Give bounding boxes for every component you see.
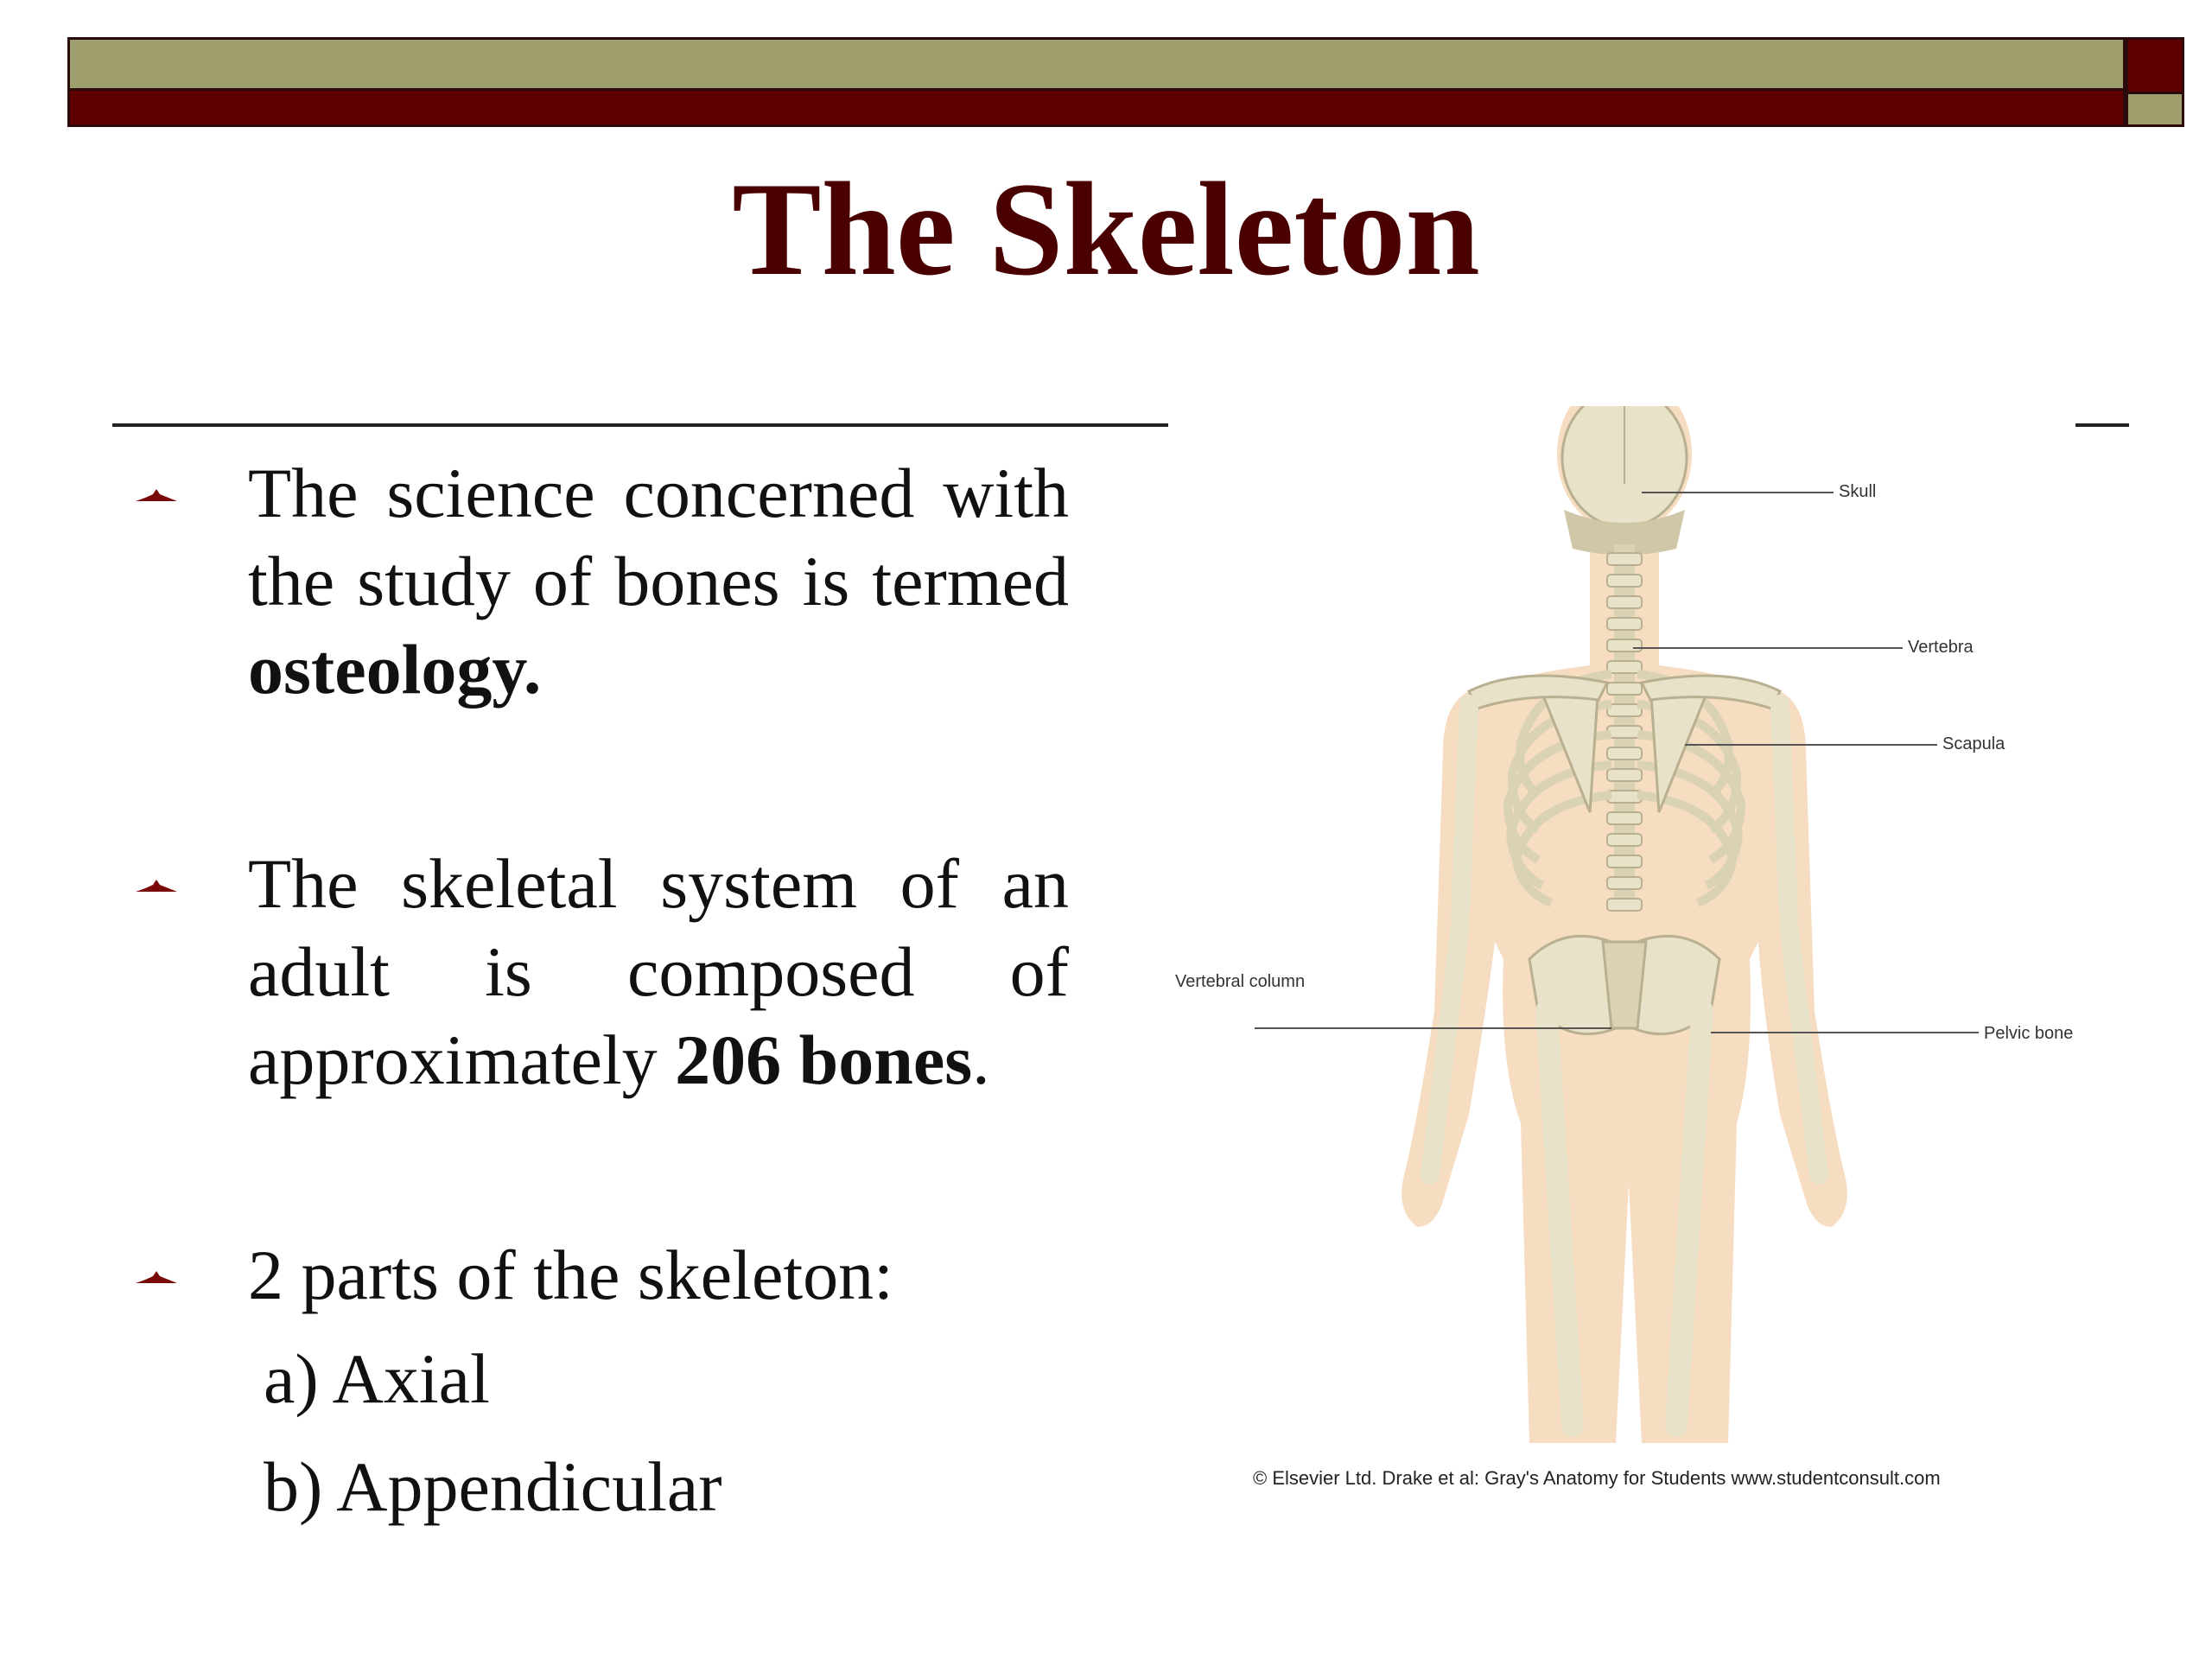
sub-item-axial: a) Axial <box>264 1339 490 1418</box>
header-olive-bar <box>67 37 2126 91</box>
bullet-text: 2 parts of the skeleton: <box>248 1236 893 1314</box>
bullet-icon <box>134 1266 179 1287</box>
header-red-bar <box>67 91 2126 127</box>
slide-title: The Skeleton <box>732 155 1480 303</box>
bullet-bold-term: osteology. <box>248 630 542 709</box>
label-pelvic-bone: Pelvic bone <box>1984 1024 2074 1043</box>
sub-item-appendicular: b) Appendicular <box>264 1447 722 1526</box>
bullet-icon <box>134 874 179 895</box>
label-vertebra: Vertebra <box>1908 638 1974 657</box>
label-vertebral-column: Vertebral column <box>1175 972 1306 991</box>
header-corner-olive <box>2126 94 2184 127</box>
bullet-bold-term: 206 bones <box>675 1020 973 1099</box>
bullet-icon <box>134 484 179 505</box>
vertebral-column <box>1607 544 1642 911</box>
skeleton-illustration <box>1158 406 2091 1529</box>
figure-credit: © Elsevier Ltd. Drake et al: Gray's Anatomy for Students www.studentconsult.com <box>1253 1467 1941 1489</box>
bullet-text: The skeletal system of an adult is composed of approximately 206 bones. <box>248 844 1069 1099</box>
header-decoration <box>67 37 2184 127</box>
label-skull: Skull <box>1839 482 1877 501</box>
bullet-text: The science concerned with the study of bones is termed osteology. <box>248 454 1069 709</box>
header-corner-red <box>2126 37 2184 94</box>
skull <box>1562 406 1687 556</box>
divider-line-left <box>112 423 1168 427</box>
label-scapula: Scapula <box>1942 734 2005 753</box>
